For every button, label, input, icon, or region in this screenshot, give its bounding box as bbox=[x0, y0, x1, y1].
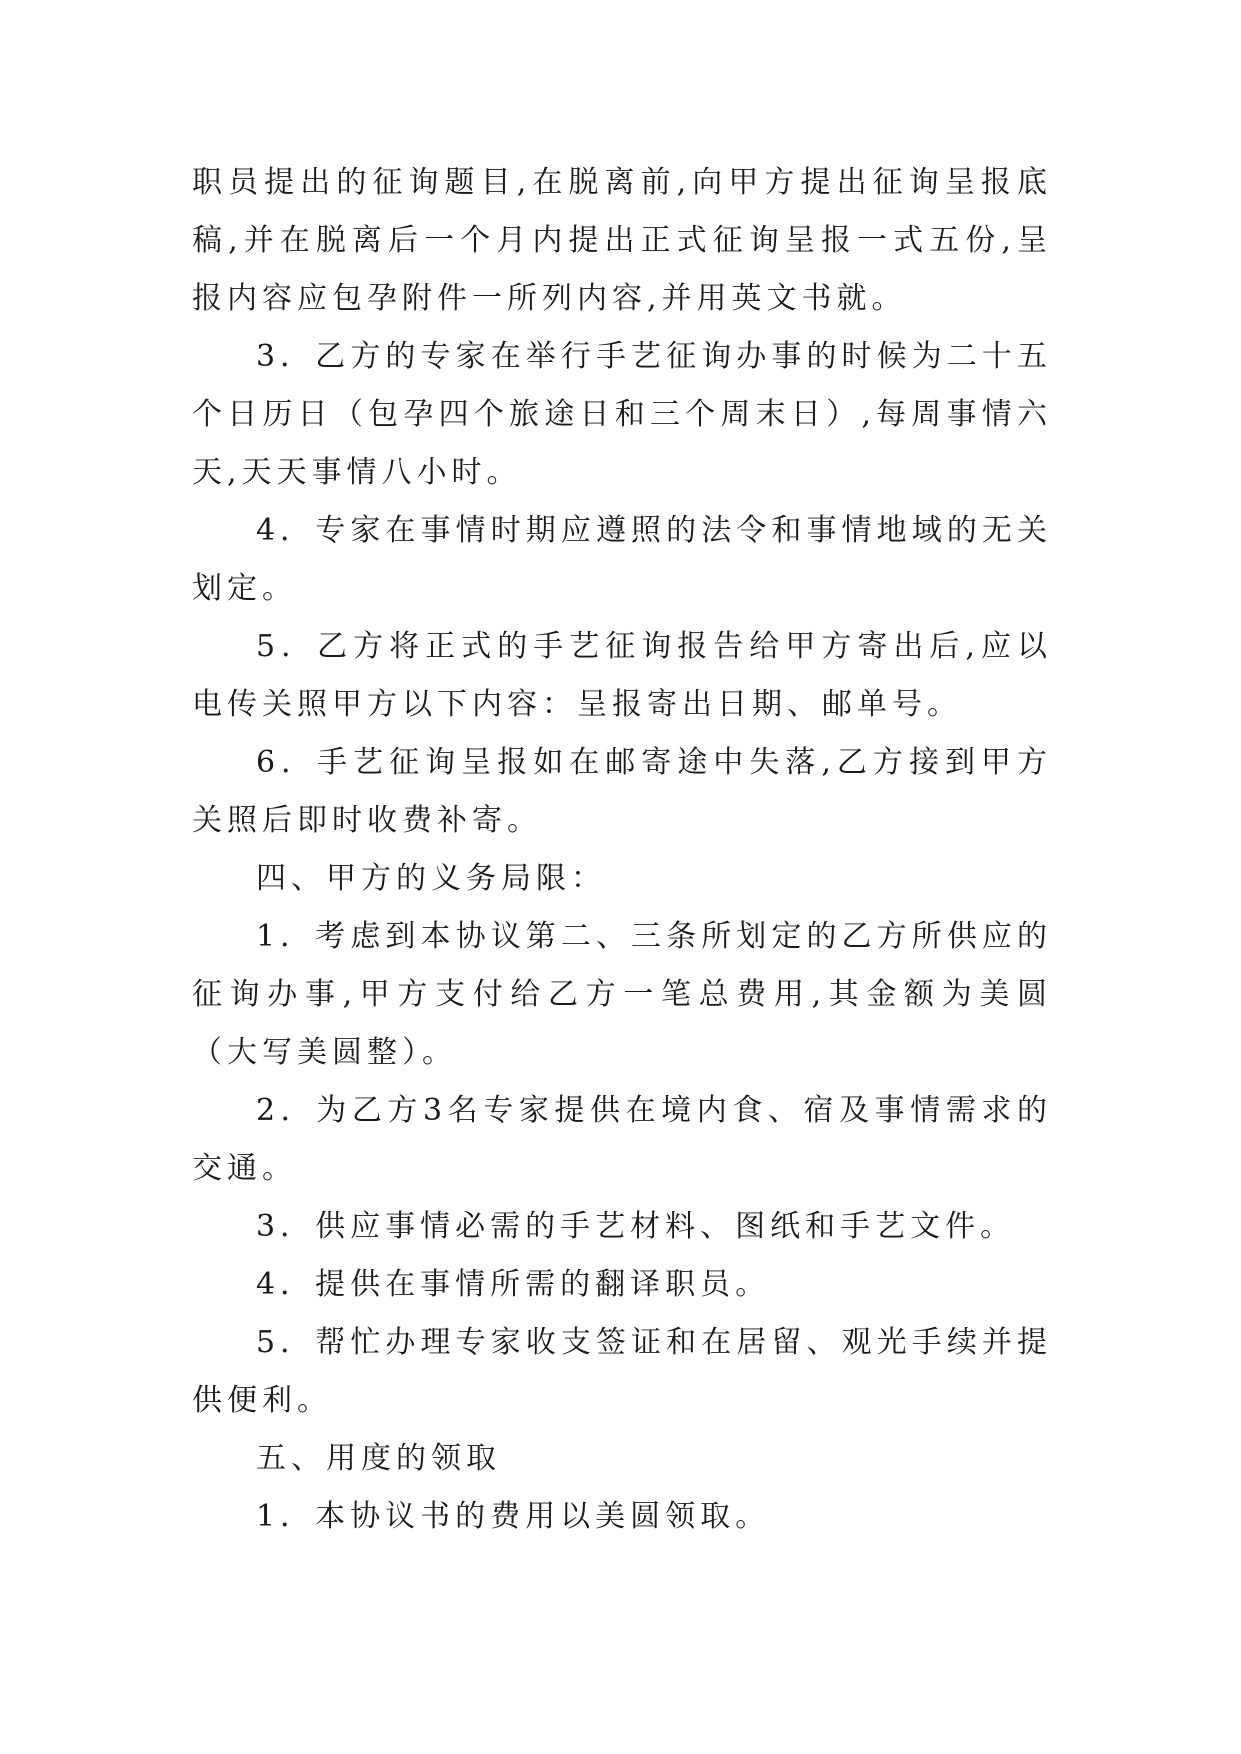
clause-6-lost-report: 6．手艺征询呈报如在邮寄途中失落,乙方接到甲方关照后即时收费补寄。 bbox=[192, 745, 1052, 838]
clause-4-laws: 4．专家在事情时期应遵照的法令和事情地域的无关划定。 bbox=[192, 513, 1052, 606]
clause-1-total-fee: 1．考虑到本协议第二、三条所划定的乙方所供应的征询办事,甲方支付给乙方一笔总费用,其金额为美圆（大写美圆整）。 bbox=[192, 919, 1052, 1070]
clause-1-currency: 1．本协议书的费用以美圆领取。 bbox=[256, 1499, 771, 1534]
section-heading-party-a-obligations: 四、甲方的义务局限： bbox=[256, 861, 606, 896]
paragraph-continuation: 职员提出的征询题目,在脱离前,向甲方提出征询呈报底稿,并在脱离后一个月内提出正式征询呈报一式五份,呈报内容应包孕附件一所列内容,并用英文书就。 bbox=[192, 165, 1052, 316]
clause-2-accommodation: 2．为乙方3名专家提供在境内食、宿及事情需求的交通。 bbox=[192, 1093, 1052, 1186]
clause-4-translators: 4．提供在事情所需的翻译职员。 bbox=[256, 1267, 771, 1302]
clause-5-report-notice: 5．乙方将正式的手艺征询报告给甲方寄出后,应以电传关照甲方以下内容：呈报寄出日期、邮单号。 bbox=[192, 629, 1052, 722]
clause-3-service-duration: 3．乙方的专家在举行手艺征询办事的时候为二十五个日历日（包孕四个旅途日和三个周末日）,每周事情六天,天天事情八小时。 bbox=[192, 339, 1052, 490]
clause-5-visa-assistance: 5．帮忙办理专家收支签证和在居留、观光手续并提供便利。 bbox=[192, 1325, 1052, 1418]
section-heading-fee-payment: 五、用度的领取 bbox=[256, 1441, 501, 1476]
clause-3-technical-materials: 3．供应事情必需的手艺材料、图纸和手艺文件。 bbox=[256, 1209, 1016, 1244]
document-body bbox=[192, 154, 1052, 1546]
